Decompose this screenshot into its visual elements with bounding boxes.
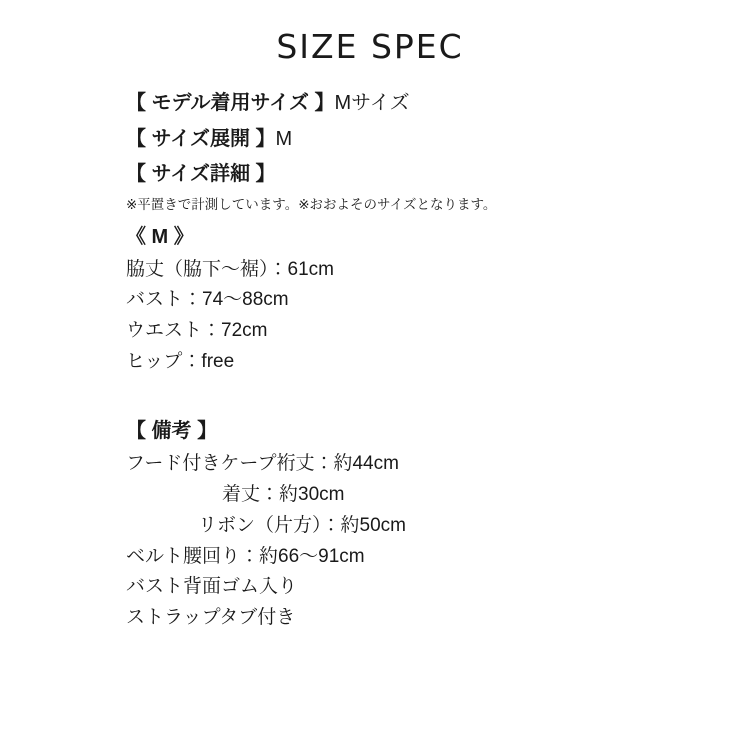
- size-range-label: 【 サイズ展開 】: [126, 127, 276, 150]
- remarks-row: ストラップタブ付き: [126, 607, 296, 629]
- remarks-section: [126, 414, 710, 634]
- section-spacer: [126, 378, 710, 414]
- spec-content: [0, 66, 740, 634]
- remarks-row: 着丈：約30cm: [222, 484, 345, 506]
- page-title: SIZE SPEC: [276, 27, 464, 66]
- remarks-row: リボン（片方）：約50cm: [198, 514, 406, 536]
- size-detail-label: 【 サイズ詳細 】: [126, 163, 276, 186]
- measurement-row: バスト：74〜88cm: [126, 289, 289, 311]
- model-size-label: 【 モデル着用サイズ 】: [126, 92, 335, 114]
- model-size-line: [126, 86, 710, 122]
- size-name-m: 《 M 》: [126, 225, 194, 248]
- size-range-line: [126, 122, 710, 158]
- model-size-value: Mサイズ: [334, 92, 410, 114]
- size-range-value: M: [275, 127, 293, 150]
- remarks-row: ベルト腰回り：約66〜91cm: [126, 545, 365, 567]
- remarks-row: バスト背面ゴム入り: [126, 576, 298, 598]
- remarks-label: 【 備考 】: [126, 419, 218, 442]
- measurement-note: ※平置きで計測しています。※おおよそのサイズとなります。: [126, 196, 497, 212]
- measurement-row: ウエスト：72cm: [126, 320, 268, 342]
- measurement-row: ヒップ：free: [126, 351, 235, 372]
- measurement-row: 脇丈（脇下〜裾）：61cm: [126, 258, 334, 280]
- remarks-row: フード付きケープ裄丈：約44cm: [126, 453, 399, 475]
